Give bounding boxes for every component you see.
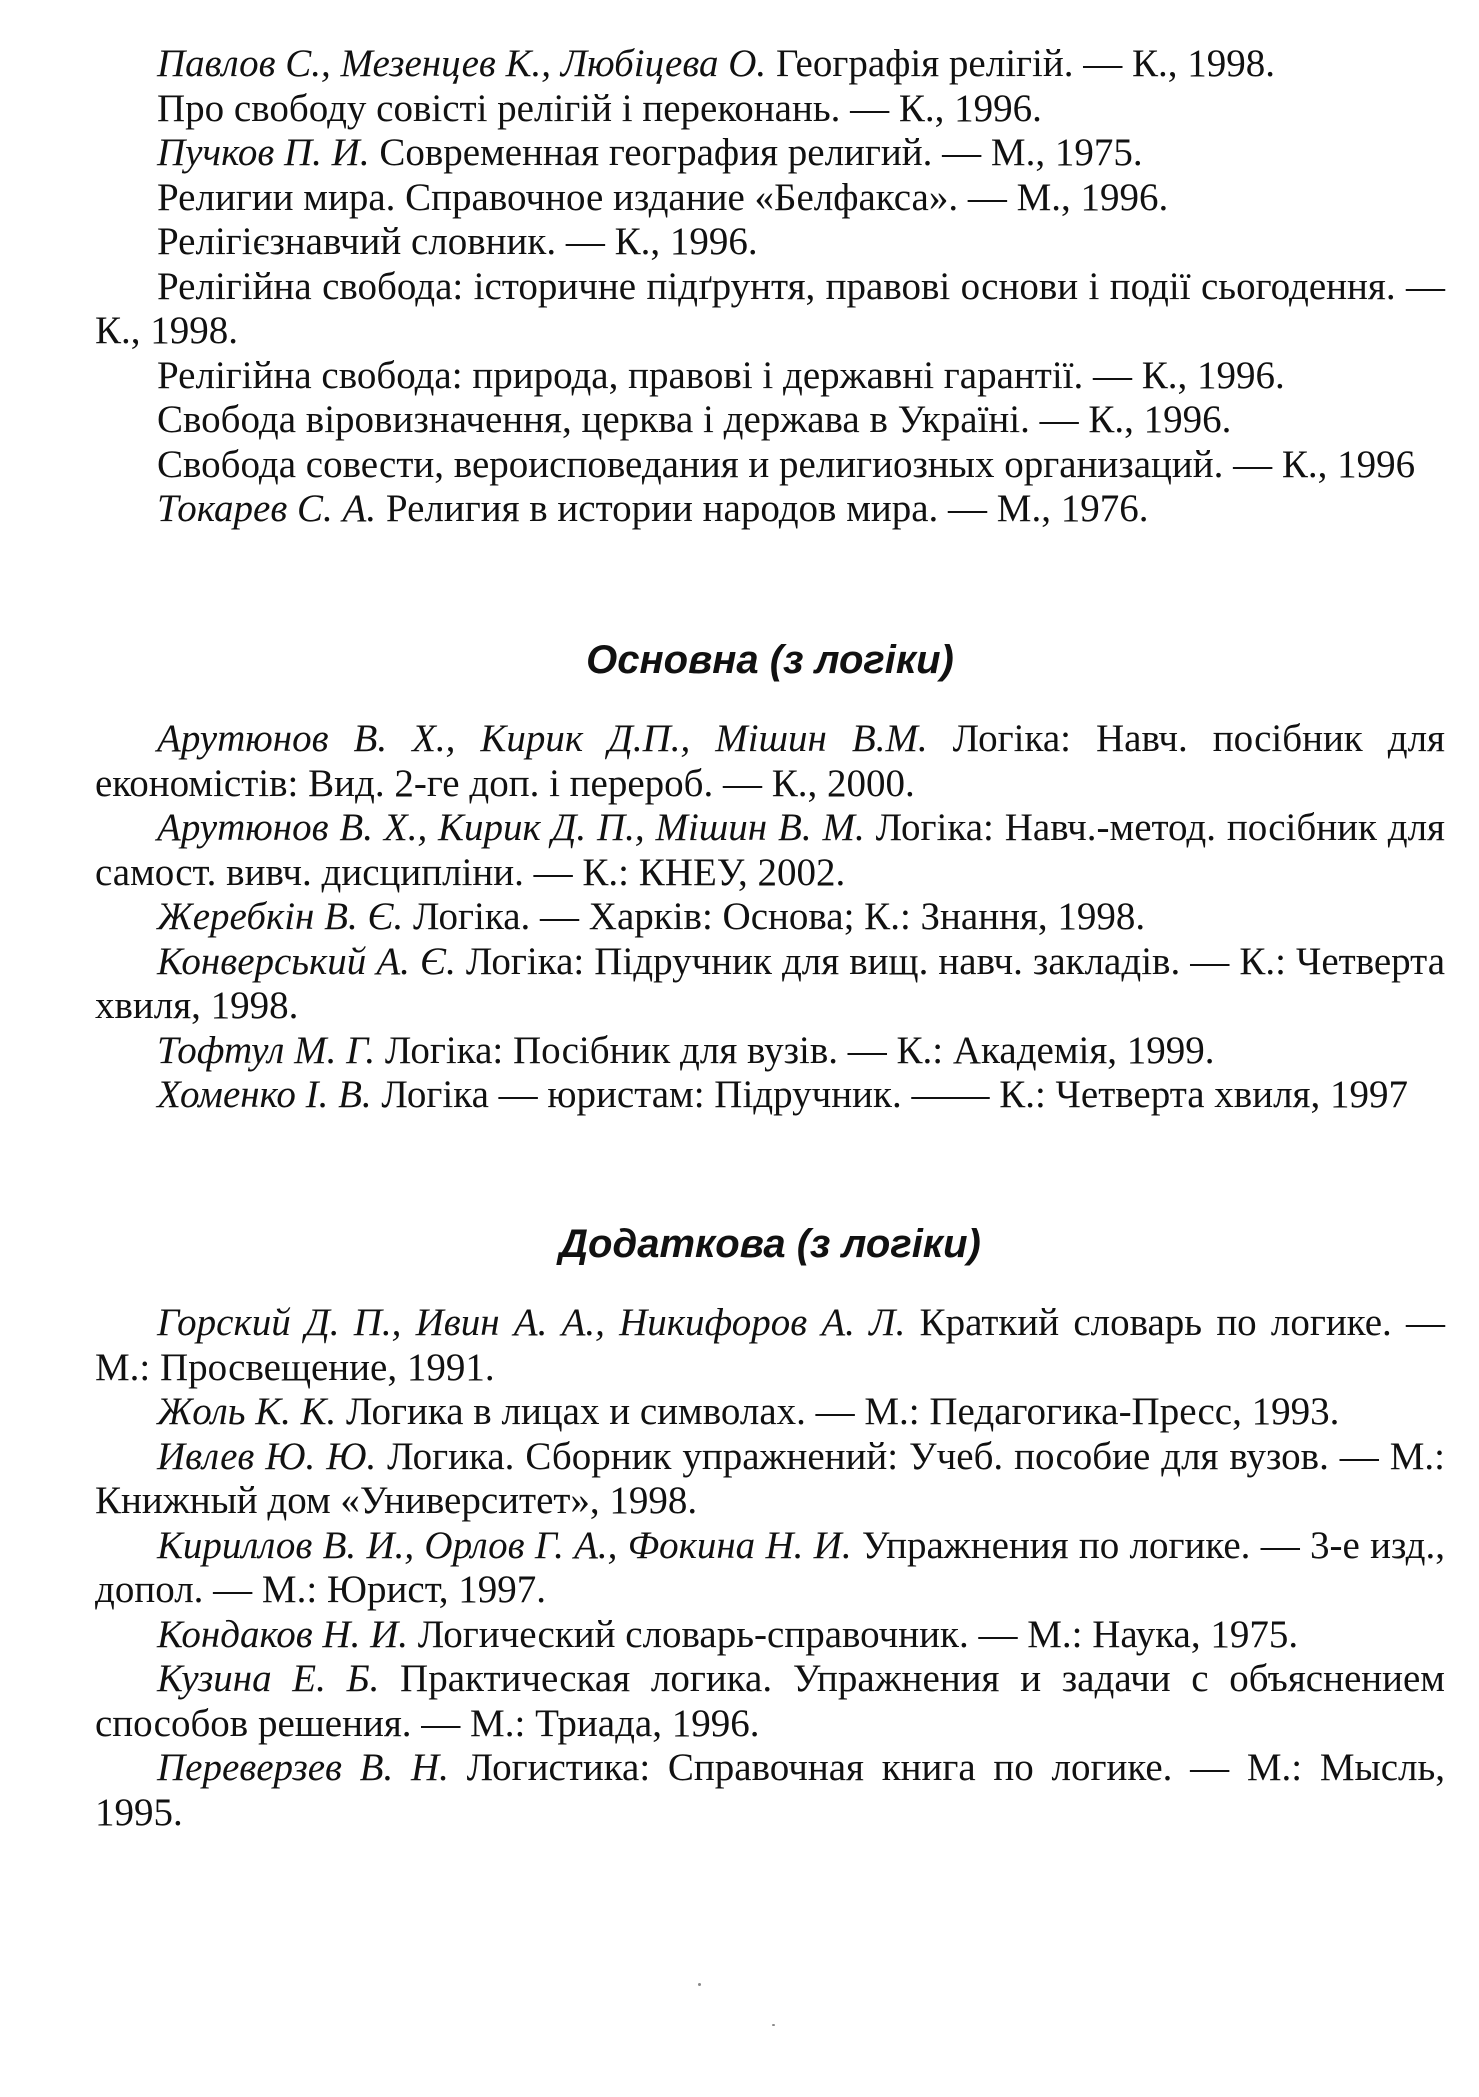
bibliography-entry [95,220,1445,265]
entry-author: Павлов С., Мезенцев К., Любіцева О. [157,42,767,85]
scan-speck [698,1983,701,1986]
bibliography-entry [95,1301,1445,1390]
entry-text: Религии мира. Справочное издание «Белфакса». — М., 1996. [157,175,1169,219]
entry-author: Хоменко І. В. [157,1073,372,1116]
entry-text: Релігійна свобода: історичне підґрунтя, правові основи і події сьогодення. — К., 1998. [95,264,1445,352]
bibliography-entry [95,1657,1445,1746]
bibliography-entry [95,443,1445,488]
section-heading-basic-logic: Основна (з логіки) [586,638,954,682]
bibliography-entry [95,895,1445,940]
bibliography-entry [95,1073,1445,1118]
entry-text: Логіка. — Харків: Основа; К.: Знання, 1998. [403,895,1146,938]
bibliography-entry [95,1524,1445,1613]
entry-text: Логіка: Посібник для вузів. — К.: Академія, 1999. [375,1028,1215,1072]
section-heading-additional-logic: Додаткова (з логіки) [559,1222,981,1266]
entry-author: Кузина Е. Б. [157,1657,380,1700]
entry-text: Логика в лицах и символах. — М.: Педагогика-Пресс, 1993. [336,1390,1340,1433]
entry-text: Свобода совести, вероисповедания и религиозных организаций. — К., 1996 [157,442,1416,486]
bibliography-entry [95,131,1445,176]
entry-author: Кондаков Н. И. [157,1612,409,1656]
entry-text: Логический словарь-справочник. — М.: Наука, 1975. [408,1612,1299,1656]
scan-speck [772,2024,775,2026]
entry-author: Пучков П. И. [157,131,370,174]
entry-text: Про свободу совісті релігій і переконань. — К., 1996. [157,86,1042,130]
bibliography-entry [95,87,1445,132]
bibliography-list-additional-logic [95,1301,1445,1835]
bibliography-entry [95,42,1445,87]
entry-text: Современная география религий. — М., 1975. [369,131,1143,174]
bibliography-entry [95,1746,1445,1835]
entry-text: Логистика: Справочная книга по логике. — М.: Мысль, 1995. [95,1746,1446,1834]
entry-text: Релігієзнавчий словник. — К., 1996. [157,220,758,263]
bibliography-entry [95,1390,1445,1435]
entry-text: Логіка: Навч.-метод. посібник для самост. вивч. дисципліни. — К.: КНЕУ, 2002. [95,806,1445,894]
entry-text: Логіка: Підручник для вищ. навч. закладів. — К.: Четверта хвиля, 1998. [95,939,1445,1027]
bibliography-entry [95,806,1445,895]
entry-author: Арутюнов В. Х., Кирик Д.П., Мішин В.М. [157,717,928,760]
bibliography-entry [95,487,1445,532]
bibliography-entry [95,940,1445,1029]
entry-text: Логіка — юристам: Підручник. —— К.: Четверта хвиля, 1997 [371,1073,1408,1116]
entry-text: Логіка: Навч. посібник для економістів: Вид. 2-ге доп. і перероб. — К., 2000. [95,717,1445,805]
entry-author: Тофтул М. Г. [157,1028,376,1072]
bibliography-entry [95,176,1445,221]
bibliography-list-basic-logic [95,717,1445,1118]
entry-author: Конверський А. Є. [157,939,456,983]
entry-text: Упражнения по логике. — 3-е изд., допол. — М.: Юрист, 1997. [95,1523,1445,1611]
entry-author: Горский Д. П., Ивин А. А., Никифоров А. Л. [157,1301,906,1344]
entry-author: Переверзев В. Н. [157,1746,449,1789]
entry-author: Жоль К. К. [157,1390,337,1433]
entry-text: Практическая логика. Упражнения и задачи с объяснением способов решения. — М.: Триада, 1996. [95,1657,1445,1745]
entry-text: Свобода віровизначення, церква і держава в Україні. — К., 1996. [157,398,1232,441]
entry-text: Религия в истории народов мира. — М., 1976. [376,487,1149,530]
entry-text: Краткий словарь по логике. — М.: Просвещение, 1991. [95,1301,1445,1389]
bibliography-entry [95,354,1445,399]
entry-text: Логика. Сборник упражнений: Учеб. пособие для вузов. — М.: Книжный дом «Университет», 1998. [95,1434,1445,1522]
bibliography-entry [95,398,1445,443]
bibliography-entry [95,717,1445,806]
entry-author: Жеребкін В. Є. [157,895,404,938]
bibliography-entry [95,265,1445,354]
entry-author: Арутюнов В. Х., Кирик Д. П., Мішин В. М. [157,806,865,849]
entry-text: Географія релігій. — К., 1998. [766,42,1275,85]
bibliography-list-religion [95,42,1445,532]
entry-author: Токарев С. А. [157,487,377,530]
bibliography-entry [95,1435,1445,1524]
entry-author: Кириллов В. И., Орлов Г. А., Фокина Н. И. [157,1523,852,1567]
bibliography-entry [95,1613,1445,1658]
entry-author: Ивлев Ю. Ю. [157,1434,377,1478]
entry-text: Релігійна свобода: природа, правові і державні гарантії. — К., 1996. [157,353,1285,397]
bibliography-entry [95,1029,1445,1074]
